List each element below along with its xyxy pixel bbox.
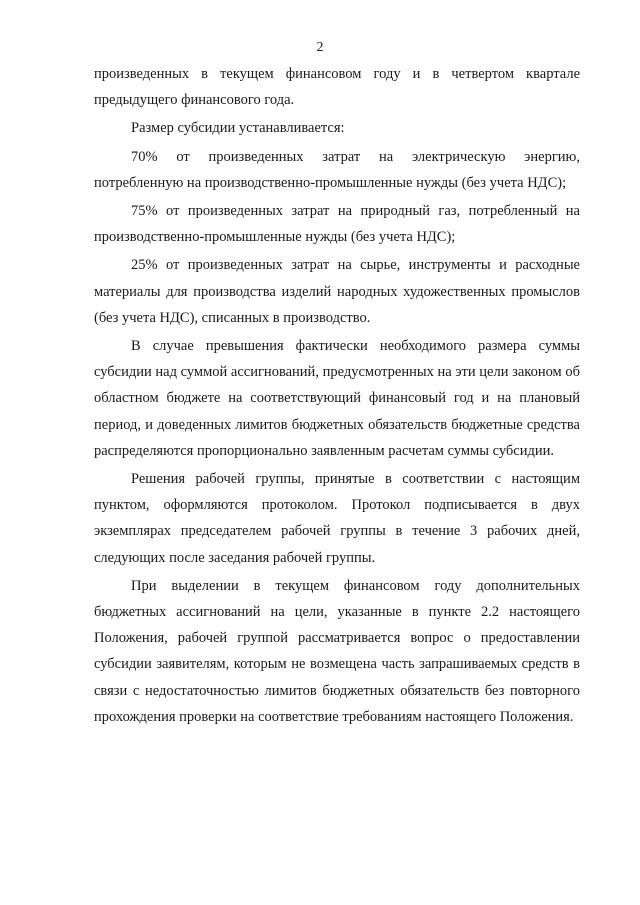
paragraph-electricity-rate: 70% от произведенных затрат на электрическую энергию, потребленную на производственно-промышленные нужды (без учета НДС); — [94, 148, 580, 191]
page-number: 2 — [316, 40, 324, 55]
paragraph-subsidy-size-intro: Размер субсидии устанавливается: — [131, 120, 345, 137]
document-body — [94, 61, 580, 732]
paragraph-additional-allocations: При выделении в текущем финансовом году дополнительных бюджетных ассигнований на цели, указанные в пункте 2.2 настоящего Положения, рабочей группой рассматривается вопрос о предоставлении субсидии заявителям, которым не возмещена часть запрашиваемых средств в связи с недостаточностью лимитов бюджетных обязательств без повторного прохождения проверки на соответствие требованиям настоящего Положения. — [94, 577, 580, 725]
paragraph-continuation: произведенных в текущем финансовом году и в четвертом квартале предыдущего финансового года. — [94, 66, 580, 109]
paragraph-proportional-distribution: В случае превышения фактически необходимого размера суммы субсидии над суммой ассигнований, предусмотренных на эти цели законом об областном бюджете на соответствующий финансовый год и на плановый период, и доведенных лимитов бюджетных обязательств бюджетные средства распределяются пропорционально заявленным расчетам суммы субсидии. — [94, 338, 580, 459]
paragraph-materials-rate: 25% от произведенных затрат на сырье, инструменты и расходные материалы для производства изделий народных художественных промыслов (без учета НДС), списанных в производство. — [94, 257, 580, 326]
paragraph-working-group-protocol: Решения рабочей группы, принятые в соответствии с настоящим пунктом, оформляются протоколом. Протокол подписывается в двух экземплярах председателем рабочей группы в течение 3 рабочих дней, следующих после заседания рабочей группы. — [94, 471, 580, 566]
paragraph-gas-rate: 75% от произведенных затрат на природный газ, потребленный на производственно-промышленные нужды (без учета НДС); — [94, 203, 580, 246]
